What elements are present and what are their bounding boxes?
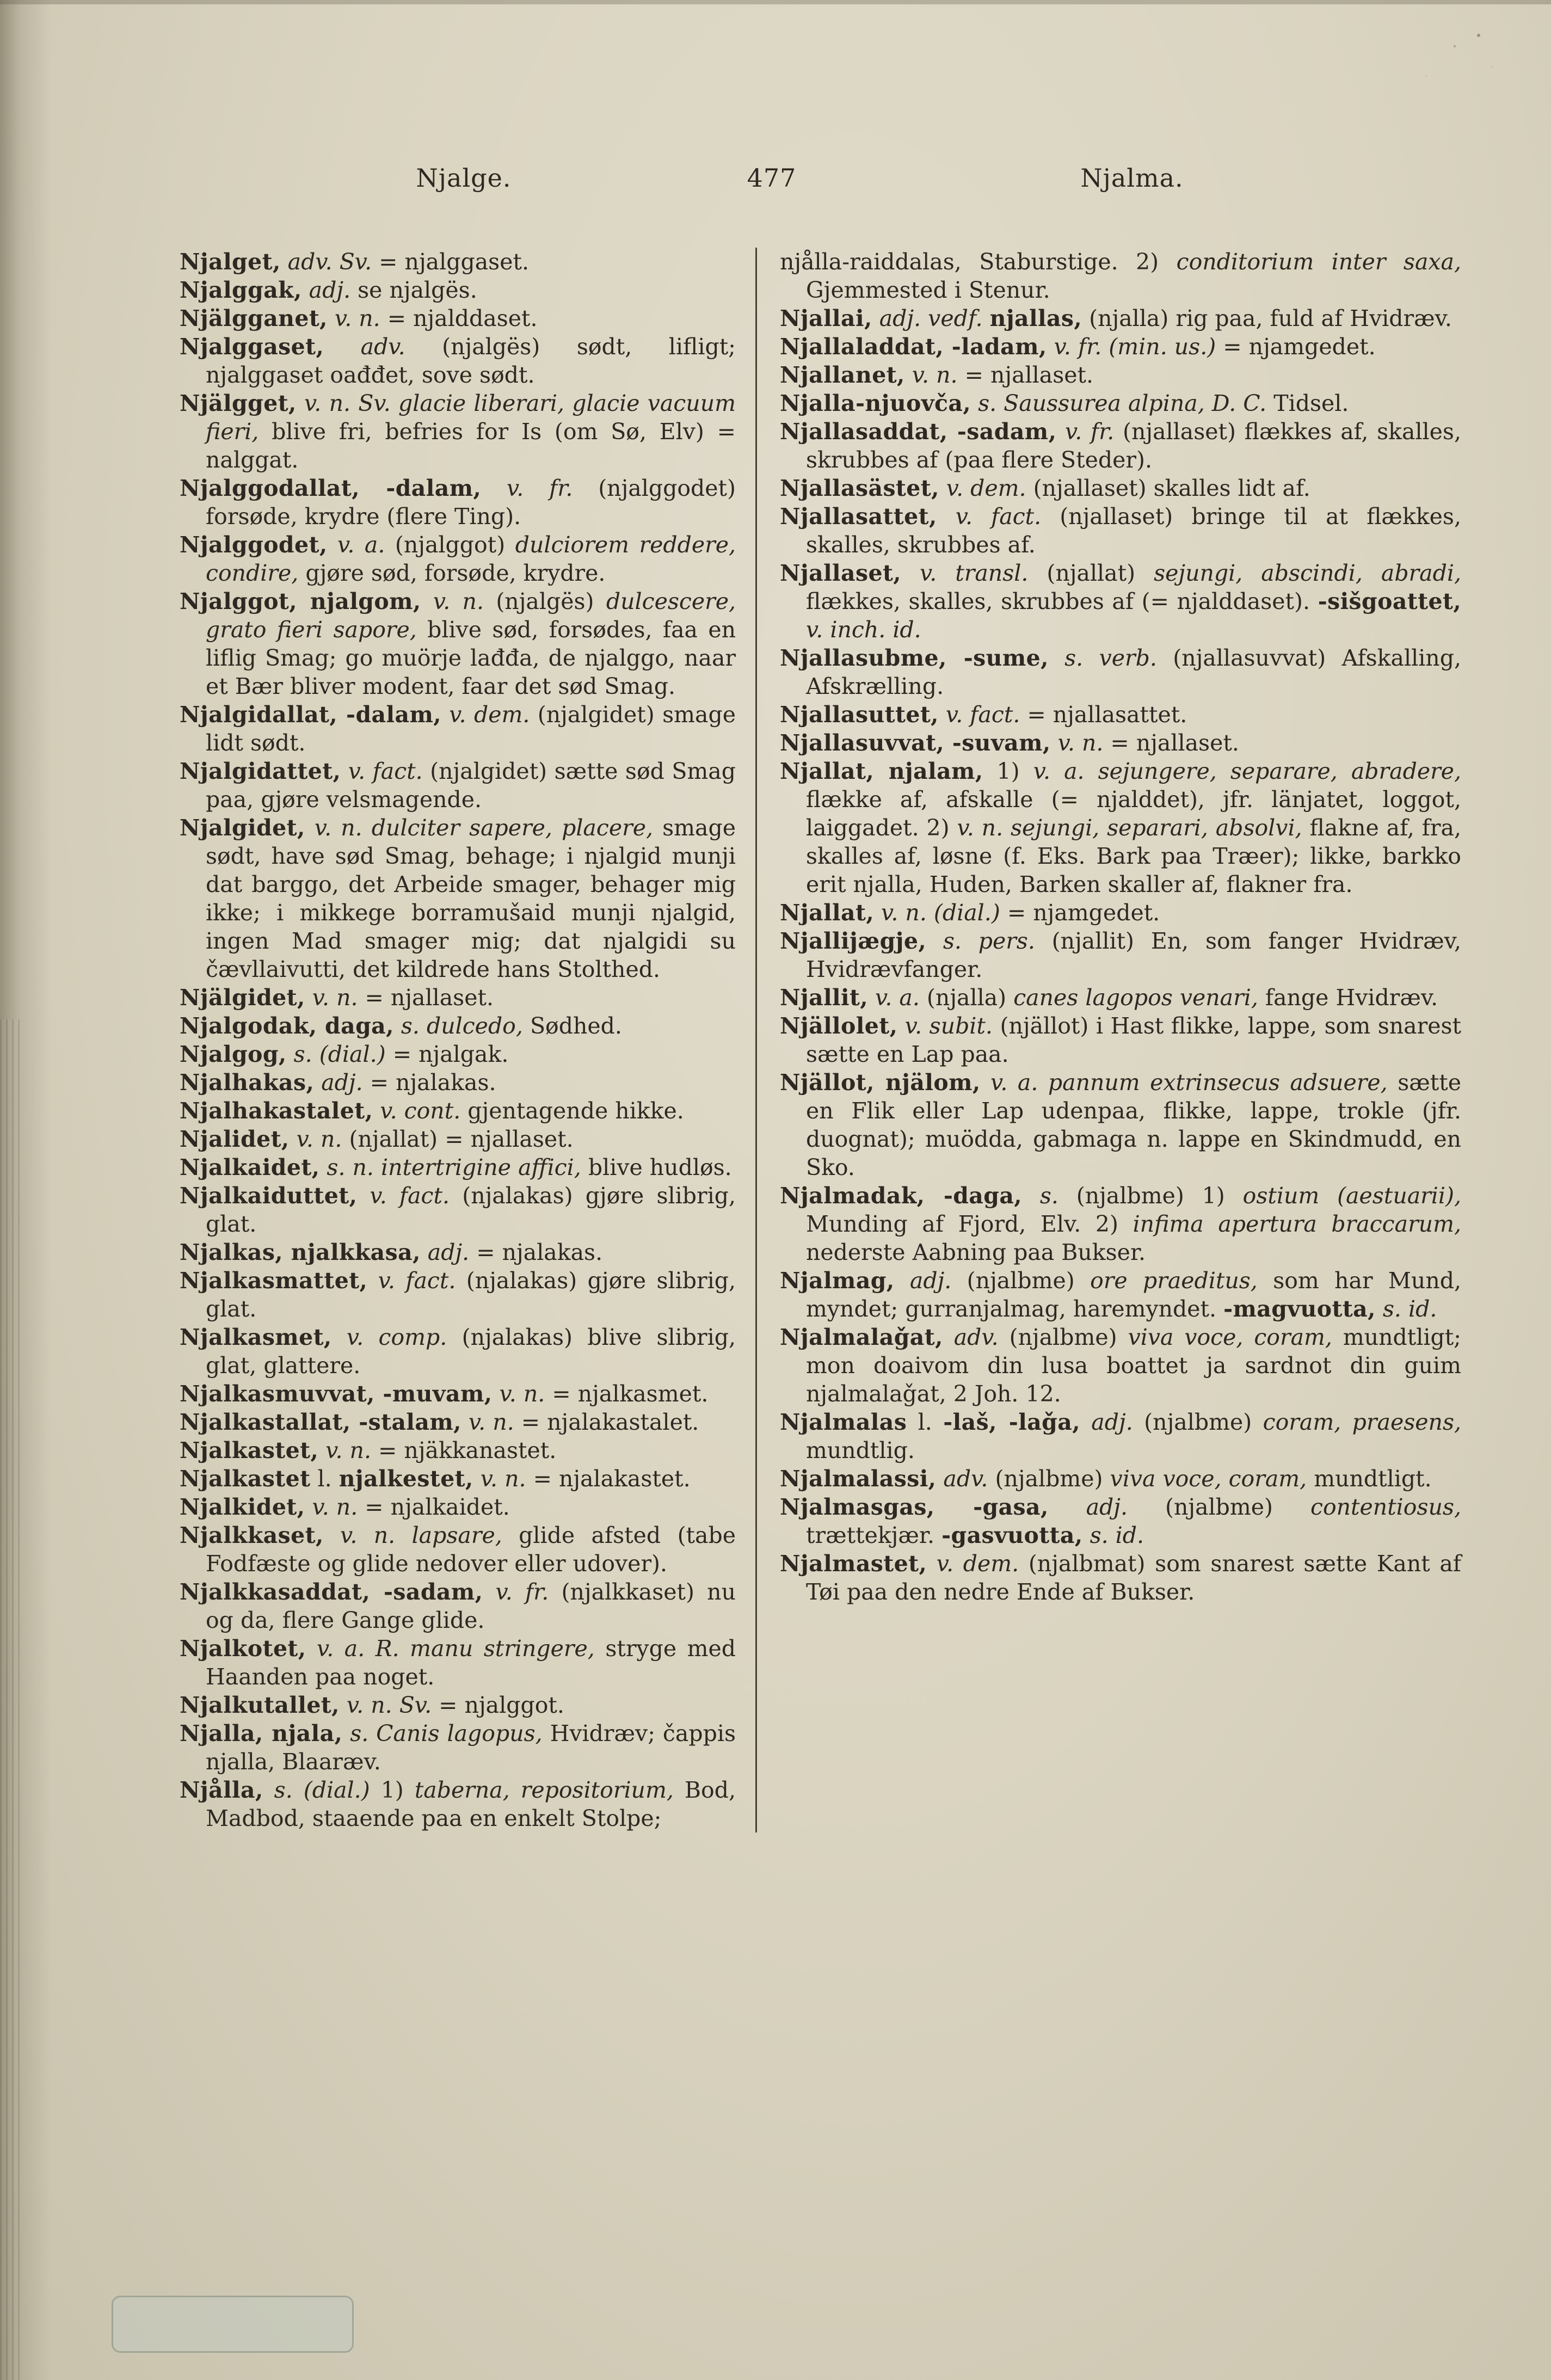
latin-text: v. fact.: [938, 702, 1027, 728]
dictionary-entry: [780, 644, 1461, 700]
body-text: se njalgës.: [358, 277, 477, 303]
headword: Njallasaddat, -sadam,: [780, 419, 1057, 445]
body-text: (njalbme): [1165, 1494, 1310, 1520]
body-text: (njalakas) blive slibrig, glat, glattere.: [206, 1324, 736, 1379]
body-text: = njalddaset.: [387, 305, 538, 331]
headword: Njalmalaǧat,: [780, 1324, 943, 1350]
latin-text: s. Canis lagopus,: [342, 1720, 550, 1746]
latin-text: v. fact.: [357, 1183, 463, 1209]
latin-text: canes lagopos venari,: [1013, 985, 1265, 1011]
latin-text: v. fact.: [367, 1268, 466, 1294]
dictionary-entry: [180, 1125, 736, 1153]
headword: Njällolet,: [780, 1013, 898, 1039]
dictionary-entry: [180, 1578, 736, 1634]
headword: Njalgidattet,: [180, 758, 341, 784]
body-text: (njalbme): [1009, 1324, 1128, 1350]
body-text: = njalakas.: [370, 1069, 496, 1096]
headword: Njalhakas,: [180, 1069, 315, 1096]
latin-text: v. cont.: [373, 1098, 468, 1124]
latin-text: s. id.: [1375, 1296, 1437, 1322]
scan-top-edge: [0, 0, 1551, 4]
dictionary-entry: [780, 700, 1461, 729]
latin-text: v. n.: [1050, 730, 1111, 756]
body-text: 1): [380, 1777, 415, 1803]
dictionary-entry: [180, 1436, 736, 1465]
dictionary-entry: [180, 1238, 736, 1266]
headword: Njalmalassi,: [780, 1466, 937, 1492]
body-text: Gjemmested i Stenur.: [806, 277, 1050, 303]
latin-text: v. dem.: [939, 475, 1033, 501]
body-text: fange Hvidræv.: [1265, 985, 1438, 1011]
body-text: (njalbmat) som snarest sætte Kant af Tøi paa den nedre Ende af Bukser.: [806, 1551, 1461, 1605]
headword: Njalla-njuovča,: [780, 390, 971, 416]
body-text: = njallaset.: [1110, 730, 1239, 756]
latin-text: v. comp.: [331, 1324, 462, 1350]
latin-text: taberna, repositorium,: [414, 1777, 685, 1803]
right-column: [757, 248, 1461, 1832]
headword: Njalkotet,: [180, 1635, 306, 1662]
dictionary-entry: [780, 1549, 1461, 1606]
body-text: Sødhed.: [530, 1013, 622, 1039]
latin-text: viva voce, coram,: [1110, 1466, 1314, 1492]
body-text: gjøre sød, forsøde, krydre.: [305, 560, 606, 586]
headword: Njallasästet,: [780, 475, 939, 501]
latin-text: v. n.: [421, 588, 496, 614]
headword: -laš, -laǧa,: [943, 1409, 1080, 1435]
latin-text: v. a. pannum extrinsecus adsuere,: [980, 1069, 1398, 1096]
dictionary-entry: [780, 757, 1461, 899]
latin-text: s. n. intertrigine affici,: [319, 1154, 588, 1180]
latin-text: adv.: [936, 1466, 995, 1492]
dictionary-entry: [780, 559, 1461, 644]
body-text: = njamgedet.: [1223, 334, 1376, 360]
dictionary-entry: [180, 474, 736, 531]
body-text: smage sødt, have sød Smag, behage; i njalgid munji dat barggo, det Arbeide smager, behager mig ikke; i mikkege borramušaid munji njalgid, ingen Mad smager mig; dat njalgidi su čævllaivutti, det kildrede hans Stolthed.: [206, 815, 736, 982]
latin-text: v. fact.: [937, 503, 1060, 530]
latin-text: s. (dial.): [286, 1041, 393, 1067]
latin-text: adj.: [420, 1239, 477, 1265]
dictionary-entry: [180, 983, 736, 1012]
latin-text: v. n. (dial.): [874, 900, 1007, 926]
headword: Njalggak,: [180, 277, 302, 303]
latin-text: ore praeditus,: [1090, 1268, 1273, 1294]
headword: Njalmalas: [780, 1409, 907, 1435]
latin-text: dulciorem reddere, condire,: [206, 532, 736, 586]
body-text: glide afsted (tabe Fodfæste og glide nedover eller udover).: [206, 1522, 736, 1577]
body-text: (njallasuvvat) Afskalling, Afskrælling.: [806, 645, 1461, 699]
dictionary-entry: [780, 1266, 1461, 1323]
headword: Njalgidet,: [180, 815, 305, 841]
dictionary-entry: [180, 1182, 736, 1238]
dictionary-entry: [780, 333, 1461, 361]
body-text: njålla-raiddalas, Staburstige. 2): [780, 249, 1177, 275]
dictionary-entry: [180, 276, 736, 304]
headword: njallas,: [989, 305, 1082, 331]
paper-speckles: [1477, 34, 1480, 37]
body-text: blive hudløs.: [588, 1154, 732, 1180]
body-text: mundtlig.: [806, 1437, 915, 1463]
headword: Njalkidet,: [180, 1494, 305, 1520]
latin-text: v. n.: [289, 1126, 349, 1152]
body-text: (njalakas) gjøre slibrig, glat.: [206, 1183, 736, 1237]
dictionary-entry: [780, 1012, 1461, 1068]
headword: Njallasuvvat, -suvam,: [780, 730, 1051, 756]
dictionary-entry: [780, 1465, 1461, 1493]
headword: Njålla,: [180, 1777, 263, 1803]
headword: Njalkaiduttet,: [180, 1183, 358, 1209]
latin-text: v. inch. id.: [806, 617, 921, 643]
body-text: (njalla): [926, 985, 1014, 1011]
dictionary-entry: [180, 1408, 736, 1436]
headword: Njalla, njala,: [180, 1720, 343, 1746]
body-text: = njalggaset.: [379, 249, 529, 275]
body-text: (njalla) rig paa, fuld af Hvidræv.: [1082, 305, 1452, 331]
headword: Njallaladdat, -ladam,: [780, 334, 1047, 360]
headword: Njallat,: [780, 900, 875, 926]
latin-text: v. fr.: [1056, 419, 1123, 445]
dictionary-entry: [180, 333, 736, 389]
latin-text: s. dulcedo,: [393, 1013, 530, 1039]
latin-text: v. n. sejungi, separari, absolvi,: [957, 815, 1310, 841]
latin-text: dulcescere, grato fieri sapore,: [206, 588, 736, 643]
dictionary-entry: [780, 983, 1461, 1012]
body-text: flækkes, skalles, skrubbes af (= njalddaset).: [806, 588, 1318, 614]
latin-text: v. n.: [492, 1381, 552, 1407]
headword: Njalidet,: [180, 1126, 290, 1152]
latin-text: v. n.: [461, 1409, 521, 1435]
headword: Njalkasmuvvat, -muvam,: [180, 1381, 493, 1407]
body-text: blive sød, forsødes, faa en liflig Smag; go muörje lađđa, de njalggo, naar et Bær bliver modent, faar det sød Smag.: [206, 617, 736, 699]
left-column: [180, 248, 755, 1832]
dictionary-entry: [180, 1040, 736, 1068]
headword: Njalkastet,: [180, 1437, 319, 1463]
dictionary-entry: [780, 1493, 1461, 1549]
body-text: l.: [310, 1466, 339, 1492]
latin-text: v. n. dulciter sapere, placere,: [305, 815, 663, 841]
headword: Njalmasgas, -gasa,: [780, 1494, 1049, 1520]
body-text: (njalgidet) smage lidt sødt.: [206, 702, 736, 756]
body-text: (njalbme): [967, 1268, 1091, 1294]
body-text: Bod, Madbod, staaende paa en enkelt Stolpe;: [206, 1777, 736, 1831]
body-text: = njalggot.: [439, 1692, 564, 1718]
dictionary-entry: [180, 587, 736, 700]
body-text: (njalgës) sødt, lifligt; njalggaset oađđet, sove sødt.: [206, 334, 736, 388]
headword: Njällot, njälom,: [780, 1069, 981, 1096]
dictionary-entry: [180, 1266, 736, 1323]
latin-text: sejungi, abscindi, abradi,: [1154, 560, 1461, 586]
headword: Njalgodak, daga,: [180, 1013, 394, 1039]
body-text: (njalgës): [496, 588, 606, 614]
latin-text: adv.: [943, 1324, 1010, 1350]
headword: Njalggot, njalgom,: [180, 588, 421, 614]
dictionary-entry: [780, 417, 1461, 474]
latin-text: v. fr.: [483, 1579, 562, 1605]
latin-text: v. n.: [473, 1466, 533, 1492]
latin-text: v. n. lapsare,: [323, 1522, 519, 1548]
latin-text: contentiosus,: [1310, 1494, 1461, 1520]
dictionary-entry: [780, 389, 1461, 417]
dictionary-entry: [180, 1012, 736, 1040]
latin-text: v. transl.: [901, 560, 1047, 586]
headword: Njallasubme, -sume,: [780, 645, 1049, 671]
dictionary-columns: [180, 248, 1461, 1832]
body-text: (njallaset) flækkes af, skalles, skrubbes af (paa flere Steder).: [806, 419, 1462, 473]
latin-text: s.: [1021, 1183, 1076, 1209]
dictionary-entry: [180, 757, 736, 814]
latin-text: v. n.: [327, 305, 387, 331]
headword: Njalkutallet,: [180, 1692, 340, 1718]
dictionary-entry: [180, 531, 736, 587]
latin-text: s. verb.: [1048, 645, 1173, 671]
body-text: = njallaset.: [365, 985, 494, 1011]
latin-text: v. n. Sv. glacie liberari, glacie vacuum fieri,: [206, 390, 736, 445]
latin-text: infima apertura braccarum,: [1133, 1211, 1461, 1237]
body-text: = njamgedet.: [1007, 900, 1160, 926]
body-text: (njalbme) 1): [1076, 1183, 1243, 1209]
body-text: trættekjær.: [806, 1522, 942, 1548]
latin-text: s. id.: [1082, 1522, 1144, 1548]
headword: -gasvuotta,: [941, 1522, 1083, 1548]
body-text: = njalakastet.: [533, 1466, 691, 1492]
body-text: (njalbme): [995, 1466, 1110, 1492]
body-text: (njalakas) gjøre slibrig, glat.: [206, 1268, 736, 1322]
body-text: sætte en Flik eller Lap udenpaa, flikke, lappe, trokle (jfr. duognat); muödda, gabmaga n. lappe en Skindmudd, en Sko.: [806, 1069, 1461, 1180]
dictionary-entry: [180, 1776, 736, 1832]
dictionary-entry: [780, 361, 1461, 389]
headword: Njalmastet,: [780, 1551, 927, 1577]
headword: Njalggodet,: [180, 532, 328, 558]
headword: Njalkaidet,: [180, 1154, 320, 1180]
body-text: nederste Aabning paa Bukser.: [806, 1239, 1146, 1265]
latin-text: coram, praesens,: [1263, 1409, 1462, 1435]
body-text: (njallat): [1047, 560, 1154, 586]
body-text: (njallaset) bringe til at flækkes, skalles, skrubbes af.: [806, 503, 1461, 558]
latin-text: v. n.: [318, 1437, 379, 1463]
headword: Njallit,: [780, 985, 869, 1011]
body-text: (njalgidet) sætte sød Smag paa, gjøre velsmagende.: [206, 758, 736, 813]
headword: njalkestet,: [338, 1466, 473, 1492]
latin-text: conditorium inter saxa,: [1176, 249, 1461, 275]
body-text: = njalkaidet.: [365, 1494, 510, 1520]
headword: Njalmag,: [780, 1268, 895, 1294]
headword: Njalggaset,: [180, 334, 324, 360]
latin-text: v. n.: [904, 362, 965, 388]
dictionary-entry: [180, 248, 736, 276]
body-text: mundtligt.: [1314, 1466, 1432, 1492]
latin-text: adj.: [301, 277, 358, 303]
dictionary-entry: [780, 1323, 1461, 1408]
headword: -sišgoattet,: [1318, 588, 1461, 614]
latin-text: v. a.: [868, 985, 927, 1011]
headword: Njalgog,: [180, 1041, 287, 1067]
body-text: = njalakastalet.: [521, 1409, 699, 1435]
body-text: = njallasattet.: [1027, 702, 1187, 728]
headword: Njallasattet,: [780, 503, 937, 530]
headword: Njalgidallat, -dalam,: [180, 702, 441, 728]
body-text: = njalgak.: [392, 1041, 509, 1067]
dictionary-entry: [780, 248, 1461, 304]
headword: Njallijægje,: [780, 928, 927, 954]
body-text: (njallit) En, som fanger Hvidræv, Hvidrævfanger.: [806, 928, 1461, 982]
dictionary-entry: [180, 1493, 736, 1521]
body-text: = njalakas.: [476, 1239, 603, 1265]
latin-text: v. n.: [305, 985, 365, 1011]
page-number: 477: [747, 163, 797, 193]
latin-text: v. n. Sv.: [339, 1692, 439, 1718]
latin-text: v. dem.: [441, 702, 538, 728]
headword: Njalkasmet,: [180, 1324, 332, 1350]
latin-text: v. n.: [305, 1494, 365, 1520]
page-edge-lines: [0, 1019, 20, 2380]
dictionary-entry: [180, 1380, 736, 1408]
dictionary-entry: [780, 1408, 1461, 1465]
dictionary-entry: [180, 700, 736, 757]
body-text: (njalggot): [395, 532, 515, 558]
dictionary-entry: [180, 1153, 736, 1182]
latin-text: adj.: [1080, 1409, 1144, 1435]
headword: Njalkasmattet,: [180, 1268, 368, 1294]
scan-artifact-tab: [112, 2296, 354, 2353]
dictionary-entry: [180, 1634, 736, 1691]
body-text: Hvidræv; čappis njalla, Blaaræv.: [206, 1720, 736, 1775]
body-text: = njallaset.: [964, 362, 1094, 388]
headword: Njälgidet,: [180, 985, 305, 1011]
dictionary-entry: [180, 389, 736, 474]
body-text: flakne af, fra, skalles af, løsne (f. Eks. Bark paa Træer); likke, barkko erit njalla, Huden, Barken skaller af, flakner fra.: [806, 815, 1461, 897]
headword: Njallaset,: [780, 560, 901, 586]
body-text: blive fri, befries for Is (om Sø, Elv) = nalggat.: [206, 419, 736, 473]
headword: Njalkas, njalkkasa,: [180, 1239, 421, 1265]
dictionary-entry: [180, 1097, 736, 1125]
body-text: (njällot) i Hast flikke, lappe, som snarest sætte en Lap paa.: [806, 1013, 1461, 1067]
body-text: flække af, afskalle (= njalddet), jfr. länjatet, loggot, laiggadet. 2): [806, 786, 1461, 841]
dictionary-entry: [180, 1719, 736, 1776]
body-text: mundtligt; mon doaivom din lusa boattet ja sardnot din guim njalmalaǧat, 2 Joh. 12.: [806, 1324, 1461, 1407]
dictionary-entry: [780, 729, 1461, 757]
headword: Njälgganet,: [180, 305, 328, 331]
headword: Njallanet,: [780, 362, 905, 388]
body-text: Munding af Fjord, Elv. 2): [806, 1211, 1133, 1237]
body-text: = njalkasmet.: [552, 1381, 709, 1407]
headword: Njallai,: [780, 305, 872, 331]
running-head-left: Njalge.: [416, 163, 512, 193]
body-text: stryge med Haanden paa noget.: [206, 1635, 736, 1690]
dictionary-entry: [780, 899, 1461, 927]
latin-text: v. subit.: [897, 1013, 1000, 1039]
headword: Njälgget,: [180, 390, 297, 416]
body-text: som har Mund, myndet; gurranjalmag, haremyndet.: [806, 1268, 1461, 1322]
latin-text: adj. vedf.: [872, 305, 990, 331]
dictionary-entry: [180, 1465, 736, 1493]
headword: Njalkastet: [180, 1466, 311, 1492]
latin-text: ostium (aestuarii),: [1242, 1183, 1462, 1209]
latin-text: viva voce, coram,: [1128, 1324, 1343, 1350]
headword: Njalggodallat, -dalam,: [180, 475, 482, 501]
headword: -magvuotta,: [1223, 1296, 1376, 1322]
latin-text: v. fact.: [341, 758, 430, 784]
headword: Njalkkaset,: [180, 1522, 324, 1548]
latin-text: v. a. R. manu stringere,: [306, 1635, 606, 1662]
latin-text: adj.: [894, 1268, 967, 1294]
body-text: (njalbme): [1144, 1409, 1263, 1435]
dictionary-entry: [180, 1323, 736, 1380]
headword: Njallasuttet,: [780, 702, 939, 728]
latin-text: v. fr.: [481, 475, 599, 501]
dictionary-entry: [180, 1691, 736, 1719]
headword: Njalhakastalet,: [180, 1098, 373, 1124]
dictionary-entry: [780, 1182, 1461, 1266]
headword: Njallat, njalam,: [780, 758, 983, 784]
latin-text: s. Saussurea alpina, D. C.: [971, 390, 1274, 416]
latin-text: v. dem.: [927, 1551, 1029, 1577]
latin-text: v. a. sejungere, separare, abradere,: [1033, 758, 1461, 784]
latin-text: s. pers.: [926, 928, 1052, 954]
latin-text: s. (dial.): [263, 1777, 381, 1803]
latin-text: adv. Sv.: [280, 249, 379, 275]
body-text: Tidsel.: [1273, 390, 1349, 416]
dictionary-entry: [180, 1068, 736, 1097]
latin-text: adv.: [324, 334, 442, 360]
body-text: l.: [907, 1409, 944, 1435]
latin-text: adj.: [1048, 1494, 1165, 1520]
dictionary-entry: [780, 474, 1461, 502]
headword: Njalmadak, -daga,: [780, 1183, 1022, 1209]
body-text: (njalkkaset) nu og da, flere Gange glide.: [206, 1579, 736, 1633]
body-text: 1): [983, 758, 1033, 784]
dictionary-entry: [180, 1521, 736, 1578]
dictionary-entry: [780, 1068, 1461, 1182]
latin-text: v. fr. (min. us.): [1047, 334, 1223, 360]
headword: Njalget,: [180, 249, 281, 275]
latin-text: v. a.: [327, 532, 395, 558]
headword: Njalkkasaddat, -sadam,: [180, 1579, 483, 1605]
body-text: (njallat) = njallaset.: [349, 1126, 574, 1152]
body-text: (njallaset) skalles lidt af.: [1033, 475, 1310, 501]
body-text: gjentagende hikke.: [467, 1098, 684, 1124]
latin-text: adj.: [314, 1069, 370, 1096]
running-head-right: Njalma.: [1080, 163, 1184, 193]
body-text: = njäkkanastet.: [378, 1437, 557, 1463]
dictionary-entry: [180, 814, 736, 983]
headword: Njalkastallat, -stalam,: [180, 1409, 461, 1435]
dictionary-entry: [780, 502, 1461, 559]
dictionary-entry: [780, 304, 1461, 333]
body-text: (njalggodet) forsøde, krydre (flere Ting).: [206, 475, 736, 530]
dictionary-entry: [180, 304, 736, 333]
dictionary-entry: [780, 927, 1461, 983]
